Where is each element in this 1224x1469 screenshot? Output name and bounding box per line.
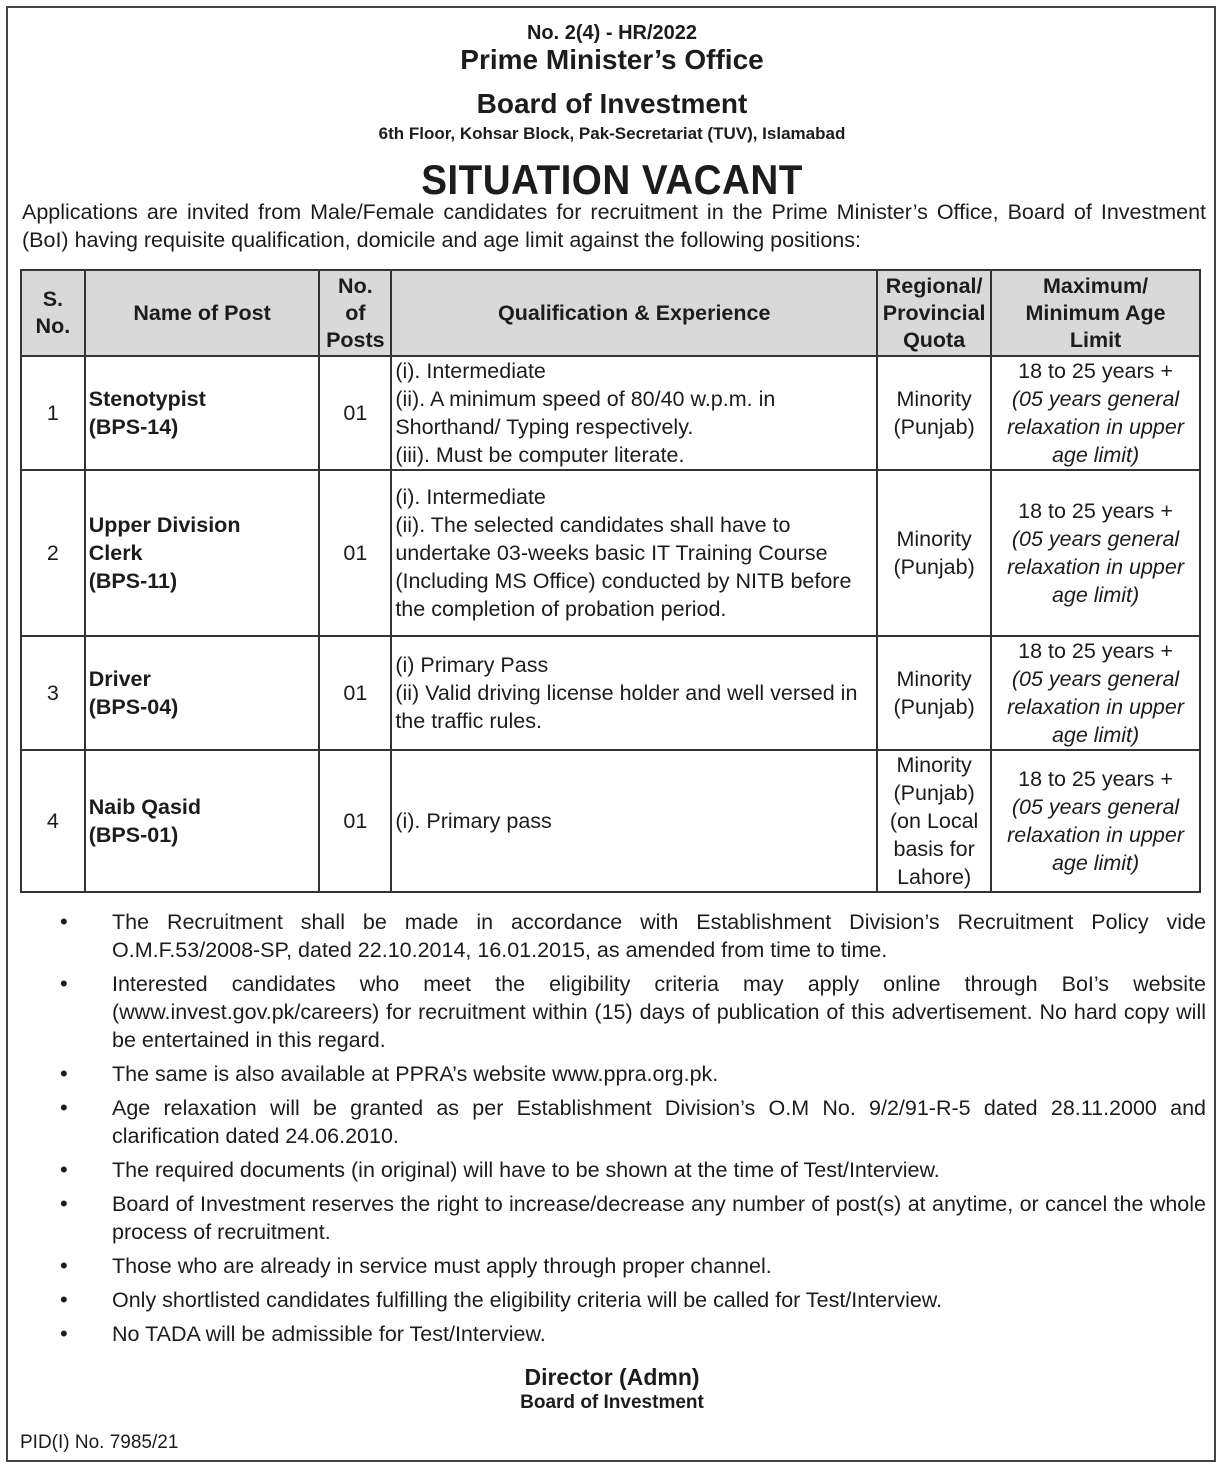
signatory-title: Director (Admn) [524,1364,700,1390]
intro-paragraph: Applications are invited from Male/Female candidates for recruitment in the Prime Minister’s Office, Board of Investment (BoI) having requisite qualification, domicile and age limit against the following positions: [22,200,1206,252]
bullet-icon: • [60,971,68,996]
list-item: • Interested candidates who meet the eligibility criteria may apply online through BoI’s website (www.invest.gov.pk/careers) for recruitment within (15) days of publication of this advertisement. No hard copy will be entertained in this regard. [60,971,1206,1052]
row-sno: 4 [21,750,85,892]
bullet-icon: • [60,1157,68,1182]
row-post-name: Upper Division Clerk (BPS-11) [85,470,320,636]
row-post-count: 01 [319,470,391,636]
table-row [21,636,1200,750]
row-age-limit: 18 to 25 years + (05 years general relaxation in upper age limit) [991,750,1200,892]
header-name: Name of Post [85,270,320,356]
row-age-limit: 18 to 25 years + (05 years general relaxation in upper age limit) [991,356,1200,470]
row-post-count: 01 [319,356,391,470]
row-qualification: (i). Intermediate (ii). The selected candidates shall have to undertake 03-weeks basic IT Training Course (Including MS Office) conducted by NITB before the completion of probation period. [391,470,877,636]
bullet-icon: • [60,1095,68,1120]
row-sno: 3 [21,636,85,750]
positions-table [20,269,1201,893]
list-item: • Board of Investment reserves the right to increase/decrease any number of post(s) at anytime, or cancel the whole process of recruitment. [60,1191,1206,1244]
bullet-icon: • [60,1321,68,1346]
header-quota: Regional/ Provincial Quota [877,270,991,356]
table-row [21,750,1200,892]
bullet-icon: • [60,1287,68,1312]
table-row [21,356,1200,470]
list-item: • No TADA will be admissible for Test/Interview. [60,1321,546,1346]
row-post-count: 01 [319,750,391,892]
row-sno: 2 [21,470,85,636]
table-header-row [21,270,1200,356]
page-title: SITUATION VACANT [421,156,803,203]
row-post-name: Driver (BPS-04) [85,636,320,750]
list-item: • Age relaxation will be granted as per Establishment Division’s O.M No. 9/2/91-R-5 dated 28.11.2000 and clarification dated 24.06.2010. [60,1095,1206,1148]
row-age-limit: 18 to 25 years + (05 years general relaxation in upper age limit) [991,470,1200,636]
org-name-primary: Prime Minister’s Office [460,44,764,75]
row-post-count: 01 [319,636,391,750]
header-posts: No. of Posts [319,270,391,356]
list-item: • The Recruitment shall be made in accordance with Establishment Division’s Recruitment Policy vide O.M.F.53/2008-SP, dated 22.10.2014, 16.01.2015, as amended from time to time. [60,909,1206,962]
list-item: • Those who are already in service must apply through proper channel. [60,1253,772,1278]
terms-list [60,908,1206,1354]
row-quota: Minority (Punjab) [877,356,991,470]
org-name-secondary: Board of Investment [476,88,748,119]
row-qualification: (i). Intermediate (ii). A minimum speed of 80/40 w.p.m. in Shorthand/ Typing respectively. (iii). Must be computer literate. [391,356,877,470]
bullet-icon: • [60,1253,68,1278]
row-quota: Minority (Punjab) [877,470,991,636]
publication-id: PID(I) No. 7985/21 [20,1432,179,1453]
signatory-org: Board of Investment [520,1392,704,1413]
bullet-icon: • [60,1191,68,1216]
list-item: • The required documents (in original) will have to be shown at the time of Test/Interview. [60,1157,940,1182]
row-qualification: (i). Primary pass [391,750,877,892]
row-post-name: Naib Qasid (BPS-01) [85,750,320,892]
bullet-icon: • [60,1061,68,1086]
header-qualification: Qualification & Experience [391,270,877,356]
header-sno: S. No. [21,270,85,356]
reference-number: No. 2(4) - HR/2022 [526,22,698,44]
row-quota: Minority (Punjab) (on Local basis for Lahore) [877,750,991,892]
header-age: Maximum/ Minimum Age Limit [991,270,1200,356]
row-quota: Minority (Punjab) [877,636,991,750]
row-age-limit: 18 to 25 years + (05 years general relaxation in upper age limit) [991,636,1200,750]
table-row [21,470,1200,636]
org-address: 6th Floor, Kohsar Block, Pak-Secretariat (TUV), Islamabad [378,124,846,143]
list-item: • The same is also available at PPRA’s website www.ppra.org.pk. [60,1061,719,1086]
row-sno: 1 [21,356,85,470]
bullet-icon: • [60,909,68,934]
row-post-name: Stenotypist (BPS-14) [85,356,320,470]
row-qualification: (i) Primary Pass (ii) Valid driving license holder and well versed in the traffic rules. [391,636,877,750]
list-item: • Only shortlisted candidates fulfilling the eligibility criteria will be called for Test/Interview. [60,1287,943,1312]
